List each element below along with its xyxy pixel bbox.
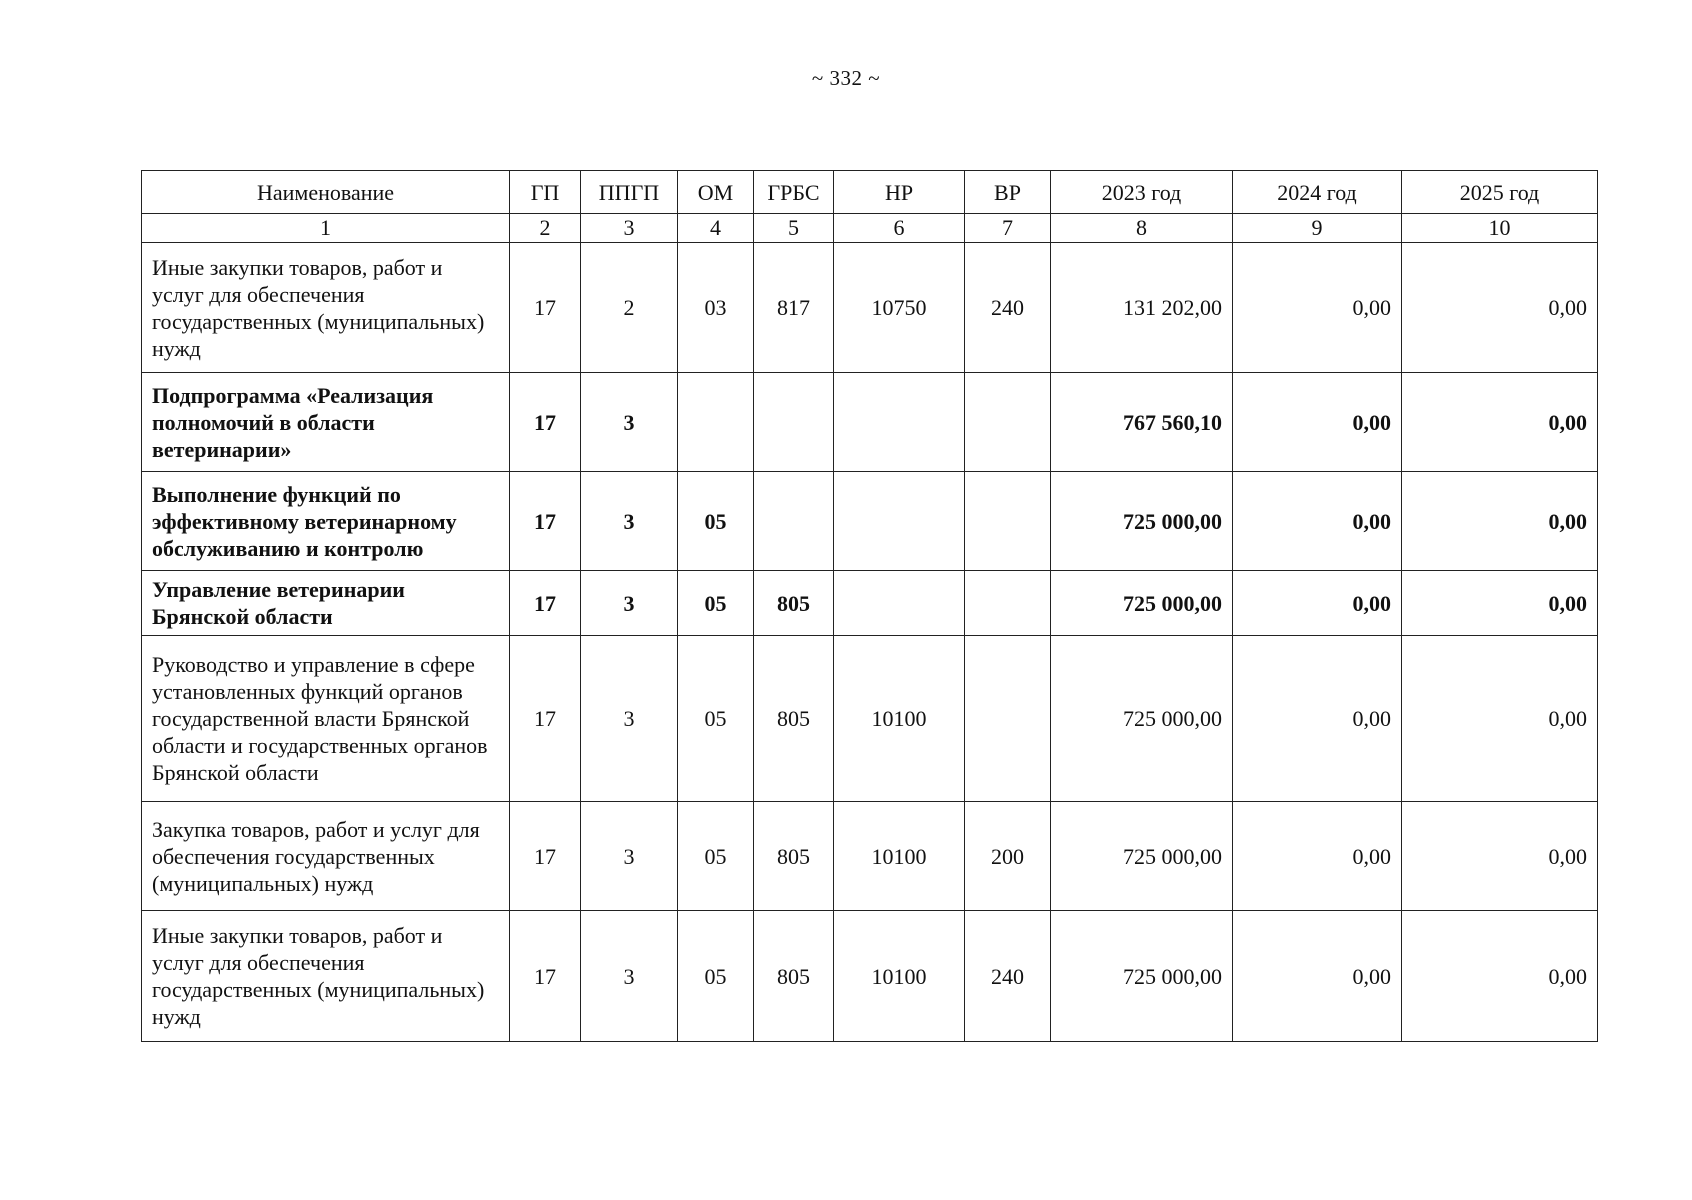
cell-2023: 131 202,00 — [1051, 243, 1233, 373]
column-number: 1 — [142, 214, 510, 243]
cell-2023: 767 560,10 — [1051, 373, 1233, 472]
row-name: Иные закупки товаров, работ и услуг для обеспечения государственных (муниципальных) нужд — [142, 911, 510, 1042]
header-row — [142, 171, 1598, 214]
cell-ppgp: 3 — [581, 636, 678, 802]
cell-ppgp: 3 — [581, 472, 678, 571]
table-row — [142, 571, 1598, 636]
cell-grbs: 817 — [754, 243, 834, 373]
cell-nr: 10100 — [834, 802, 965, 911]
column-number: 10 — [1402, 214, 1598, 243]
cell-om — [678, 373, 754, 472]
cell-2025: 0,00 — [1402, 472, 1598, 571]
cell-grbs — [754, 373, 834, 472]
cell-vr — [965, 373, 1051, 472]
budget-table — [141, 170, 1598, 1042]
cell-ppgp: 3 — [581, 802, 678, 911]
header-ppgp: ППГП — [581, 171, 678, 214]
header-vr: ВР — [965, 171, 1051, 214]
cell-vr: 240 — [965, 243, 1051, 373]
cell-2024: 0,00 — [1233, 802, 1402, 911]
cell-2024: 0,00 — [1233, 911, 1402, 1042]
cell-gp: 17 — [510, 571, 581, 636]
cell-ppgp: 3 — [581, 911, 678, 1042]
column-number: 6 — [834, 214, 965, 243]
cell-ppgp: 2 — [581, 243, 678, 373]
cell-2025: 0,00 — [1402, 243, 1598, 373]
cell-ppgp: 3 — [581, 571, 678, 636]
table-row — [142, 373, 1598, 472]
column-number-row — [142, 214, 1598, 243]
cell-2025: 0,00 — [1402, 636, 1598, 802]
column-number: 9 — [1233, 214, 1402, 243]
cell-2025: 0,00 — [1402, 373, 1598, 472]
cell-nr: 10100 — [834, 911, 965, 1042]
cell-2023: 725 000,00 — [1051, 911, 1233, 1042]
cell-grbs: 805 — [754, 911, 834, 1042]
cell-2024: 0,00 — [1233, 571, 1402, 636]
cell-grbs: 805 — [754, 571, 834, 636]
cell-nr — [834, 571, 965, 636]
table-row — [142, 911, 1598, 1042]
cell-gp: 17 — [510, 472, 581, 571]
cell-ppgp: 3 — [581, 373, 678, 472]
row-name: Руководство и управление в сфере установленных функций органов государственной власти Брянской области и государственных органов Брянской области — [142, 636, 510, 802]
cell-vr — [965, 472, 1051, 571]
cell-gp: 17 — [510, 802, 581, 911]
table-row — [142, 243, 1598, 373]
cell-nr: 10100 — [834, 636, 965, 802]
header-nr: НР — [834, 171, 965, 214]
cell-2024: 0,00 — [1233, 472, 1402, 571]
cell-nr — [834, 472, 965, 571]
cell-vr: 200 — [965, 802, 1051, 911]
cell-2023: 725 000,00 — [1051, 472, 1233, 571]
cell-grbs: 805 — [754, 636, 834, 802]
column-number: 4 — [678, 214, 754, 243]
column-number: 3 — [581, 214, 678, 243]
row-name: Закупка товаров, работ и услуг для обеспечения государственных (муниципальных) нужд — [142, 802, 510, 911]
cell-gp: 17 — [510, 373, 581, 472]
cell-om: 05 — [678, 802, 754, 911]
header-2024: 2024 год — [1233, 171, 1402, 214]
column-number: 7 — [965, 214, 1051, 243]
header-name: Наименование — [142, 171, 510, 214]
header-om: ОМ — [678, 171, 754, 214]
row-name: Подпрограмма «Реализация полномочий в области ветеринарии» — [142, 373, 510, 472]
cell-om: 05 — [678, 472, 754, 571]
row-name: Выполнение функций по эффективному ветеринарному обслуживанию и контролю — [142, 472, 510, 571]
cell-vr — [965, 636, 1051, 802]
table-row — [142, 636, 1598, 802]
cell-vr — [965, 571, 1051, 636]
header-grbs: ГРБС — [754, 171, 834, 214]
table-row — [142, 472, 1598, 571]
cell-om: 05 — [678, 911, 754, 1042]
row-name: Иные закупки товаров, работ и услуг для обеспечения государственных (муниципальных) нужд — [142, 243, 510, 373]
cell-om: 03 — [678, 243, 754, 373]
column-number: 2 — [510, 214, 581, 243]
cell-gp: 17 — [510, 911, 581, 1042]
table-row — [142, 802, 1598, 911]
column-number: 5 — [754, 214, 834, 243]
header-2023: 2023 год — [1051, 171, 1233, 214]
cell-grbs — [754, 472, 834, 571]
cell-2024: 0,00 — [1233, 636, 1402, 802]
cell-2025: 0,00 — [1402, 571, 1598, 636]
header-2025: 2025 год — [1402, 171, 1598, 214]
cell-2025: 0,00 — [1402, 911, 1598, 1042]
cell-om: 05 — [678, 636, 754, 802]
cell-2023: 725 000,00 — [1051, 571, 1233, 636]
cell-gp: 17 — [510, 243, 581, 373]
cell-nr — [834, 373, 965, 472]
cell-gp: 17 — [510, 636, 581, 802]
cell-nr: 10750 — [834, 243, 965, 373]
cell-2025: 0,00 — [1402, 802, 1598, 911]
cell-vr: 240 — [965, 911, 1051, 1042]
page-number: ~ 332 ~ — [811, 66, 881, 90]
cell-2024: 0,00 — [1233, 373, 1402, 472]
cell-2023: 725 000,00 — [1051, 802, 1233, 911]
header-gp: ГП — [510, 171, 581, 214]
cell-2023: 725 000,00 — [1051, 636, 1233, 802]
row-name: Управление ветеринарии Брянской области — [142, 571, 510, 636]
cell-2024: 0,00 — [1233, 243, 1402, 373]
cell-om: 05 — [678, 571, 754, 636]
cell-grbs: 805 — [754, 802, 834, 911]
column-number: 8 — [1051, 214, 1233, 243]
